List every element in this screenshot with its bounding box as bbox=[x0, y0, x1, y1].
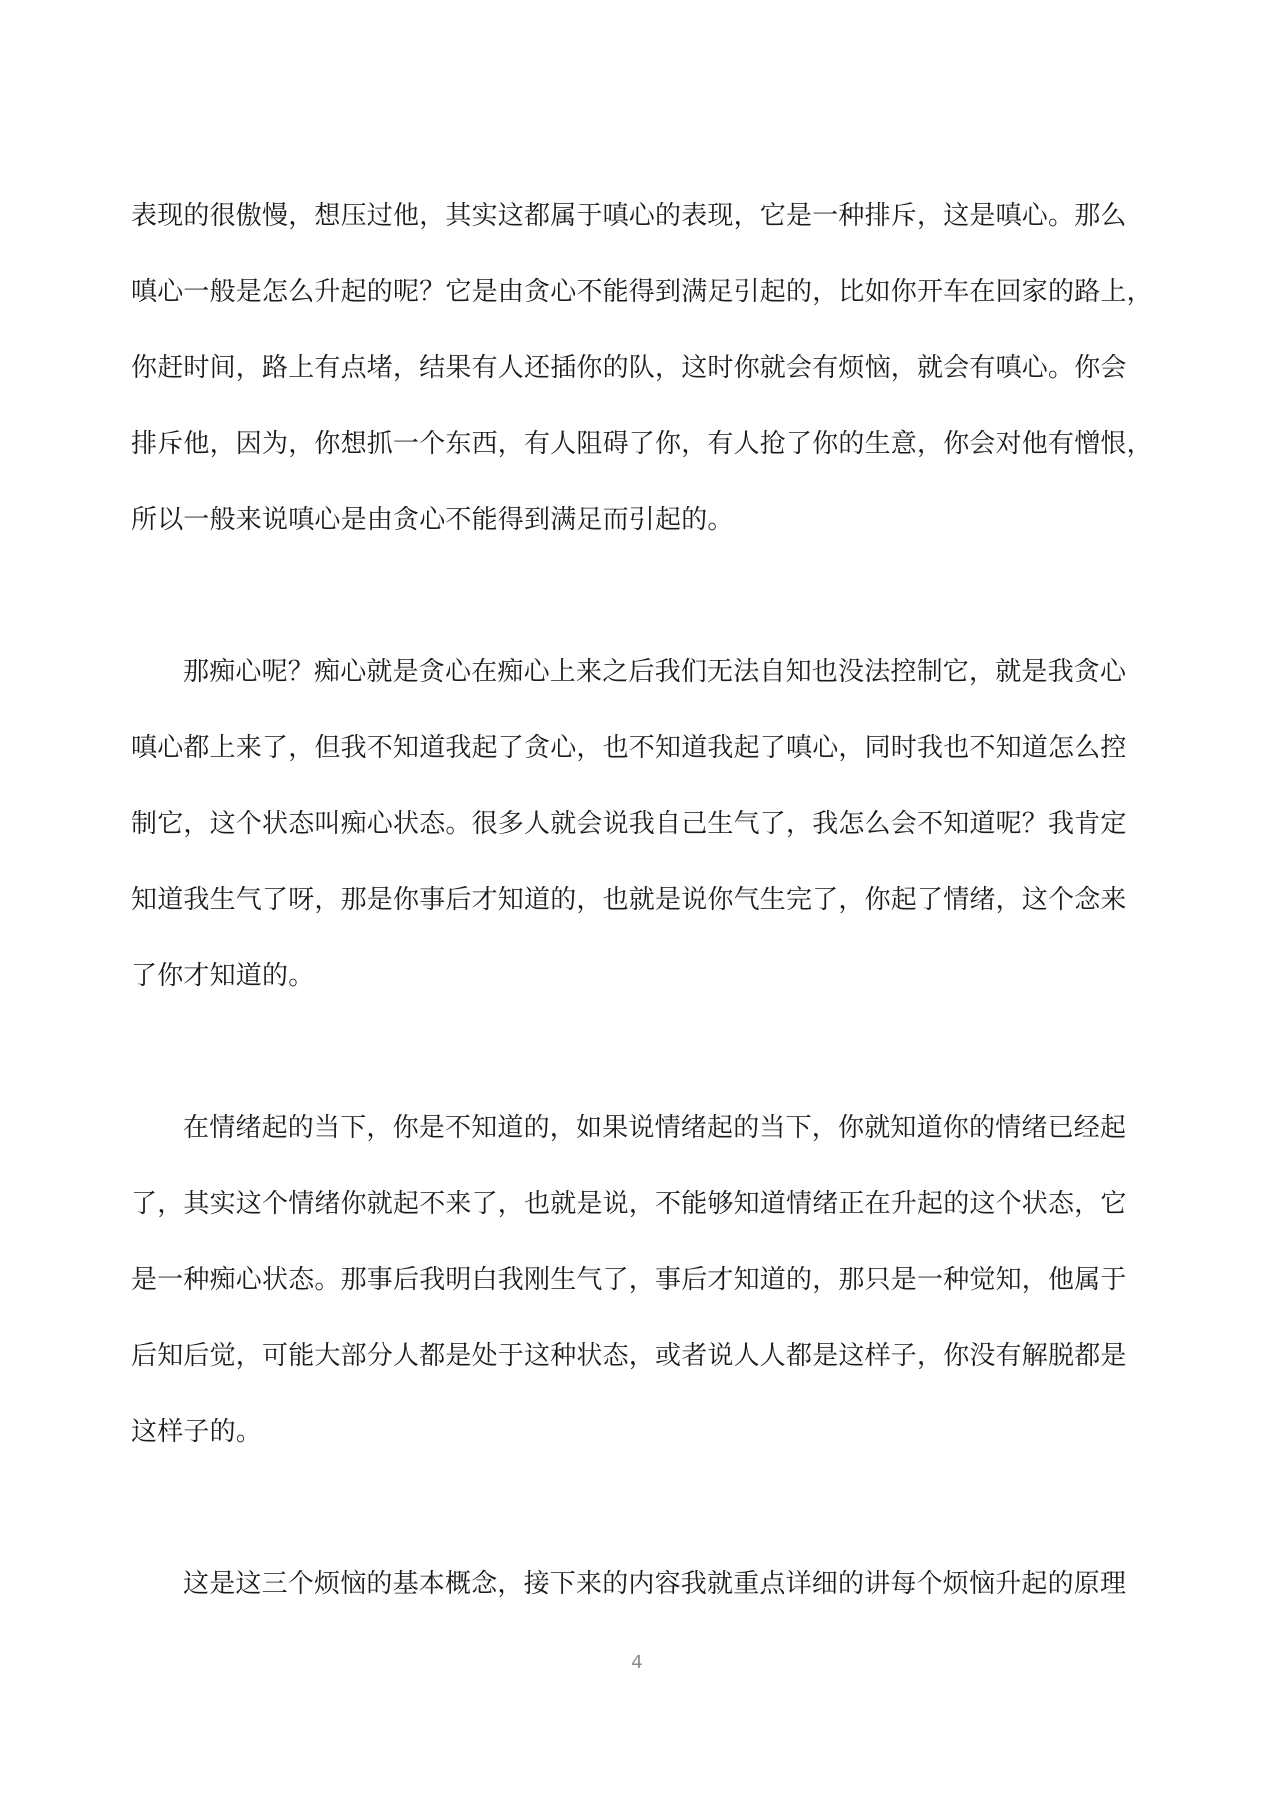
page-number: 4 bbox=[631, 1652, 643, 1673]
text-line: 这样子的。 bbox=[131, 1417, 263, 1447]
text-line: 了你才知道的。 bbox=[131, 961, 315, 991]
text-line: 后知后觉，可能大部分人都是处于这种状态，或者说人人都是这样子，你没有解脱都是 bbox=[131, 1341, 1127, 1371]
paragraph-1 bbox=[131, 178, 1153, 558]
text-line: 在情绪起的当下，你是不知道的，如果说情绪起的当下，你就知道你的情绪已经起 bbox=[183, 1113, 1127, 1143]
text-line: 是一种痴心状态。那事后我明白我刚生气了，事后才知道的，那只是一种觉知，他属于 bbox=[131, 1265, 1127, 1295]
text-line: 嗔心都上来了，但我不知道我起了贪心，也不知道我起了嗔心，同时我也不知道怎么控 bbox=[131, 733, 1127, 763]
paragraph-2 bbox=[131, 634, 1143, 1014]
text-line: 嗔心一般是怎么升起的呢？它是由贪心不能得到满足引起的，比如你开车在回家的路上， bbox=[131, 277, 1153, 307]
text-line: 那痴心呢？痴心就是贪心在痴心上来之后我们无法自知也没法控制它，就是我贪心 bbox=[183, 657, 1127, 687]
text-line: 你赶时间，路上有点堵，结果有人还插你的队，这时你就会有烦恼，就会有嗔心。你会 bbox=[131, 353, 1127, 383]
text-line: 了，其实这个情绪你就起不来了，也就是说，不能够知道情绪正在升起的这个状态，它 bbox=[131, 1189, 1127, 1219]
text-line: 所以一般来说嗔心是由贪心不能得到满足而引起的。 bbox=[131, 505, 734, 535]
paragraph-3 bbox=[131, 1090, 1143, 1470]
text-line: 制它，这个状态叫痴心状态。很多人就会说我自己生气了，我怎么会不知道呢？我肯定 bbox=[131, 809, 1127, 839]
text-line: 表现的很傲慢，想压过他，其实这都属于嗔心的表现，它是一种排斥，这是嗔心。那么 bbox=[131, 201, 1127, 231]
text-line: 知道我生气了呀，那是你事后才知道的，也就是说你气生完了，你起了情绪，这个念来 bbox=[131, 885, 1127, 915]
text-line: 排斥他，因为，你想抓一个东西，有人阻碍了你，有人抢了你的生意，你会对他有憎恨， bbox=[131, 429, 1153, 459]
text-line: 这是这三个烦恼的基本概念，接下来的内容我就重点详细的讲每个烦恼升起的原理 bbox=[183, 1569, 1127, 1599]
paragraph-4 bbox=[131, 1546, 1143, 1622]
